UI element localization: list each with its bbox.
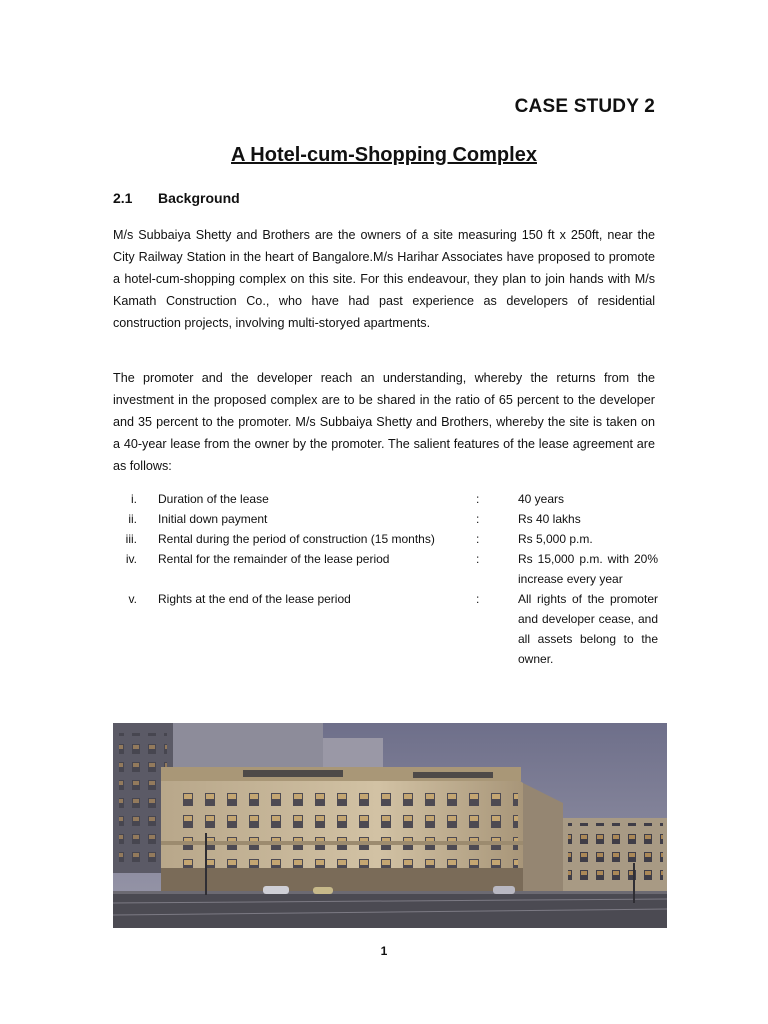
page-number: 1 [380,944,388,958]
feature-value: Rs 15,000 p.m. with 20% increase every year [518,552,658,586]
section-title: Background [158,190,240,206]
feature-value: Rs 40 lakhs [518,512,581,526]
feature-numeral: i. [131,492,137,506]
feature-numeral: v. [128,592,137,606]
feature-value: All rights of the promoter and developer cease, and all assets belong to the owner. [518,592,658,666]
feature-colon: : [476,512,480,526]
feature-value: Rs 5,000 p.m. [518,532,593,546]
feature-colon: : [476,592,480,606]
feature-label: Initial down payment [158,512,268,526]
feature-label: Rights at the end of the lease period [158,592,351,606]
feature-numeral: iv. [125,552,137,566]
document-title: A Hotel-cum-Shopping Complex [231,144,537,166]
background-paragraph-1: M/s Subbaiya Shetty and Brothers are the owners of a site measuring 150 ft x 250ft, near the City Railway Station in the heart of Bangalore.M/s Harihar Associates have proposed to promote a hotel-cum-shopping complex on this site. For this endeavour, they plan to join hands with M/s Kamath Construction Co., who have had past experience as developers of residential construction projects, involving multi-storyed apartments. [113,228,655,330]
section-heading [113,190,240,206]
lease-feature-row [113,509,658,529]
feature-colon: : [476,532,480,546]
feature-numeral: iii. [125,532,137,546]
feature-label: Rental for the remainder of the lease period [158,552,390,566]
lease-feature-row [113,489,658,509]
feature-colon: : [476,552,480,566]
lease-features-list [113,489,658,669]
background-paragraph-2: The promoter and the developer reach an understanding, whereby the returns from the investment in the proposed complex are to be shared in the ratio of 65 percent to the developer and 35 percent to the promoter. M/s Subbaiya Shetty and Brothers, whereby the site is taken on a 40-year lease from the owner by the promoter. The salient features of the lease agreement are as follows: [113,371,655,473]
lease-feature-row [113,549,658,589]
feature-label: Rental during the period of construction (15 months) [158,532,435,546]
lease-feature-row [113,529,658,549]
hotel-building-photo [113,723,667,928]
feature-value: 40 years [518,492,565,506]
feature-numeral: ii. [128,512,137,526]
feature-colon: : [476,492,480,506]
case-study-label: CASE STUDY 2 [514,96,655,117]
section-number: 2.1 [113,190,133,206]
feature-label: Duration of the lease [158,492,269,506]
hotel-building-illustration [113,723,667,928]
lease-feature-row [113,589,658,669]
